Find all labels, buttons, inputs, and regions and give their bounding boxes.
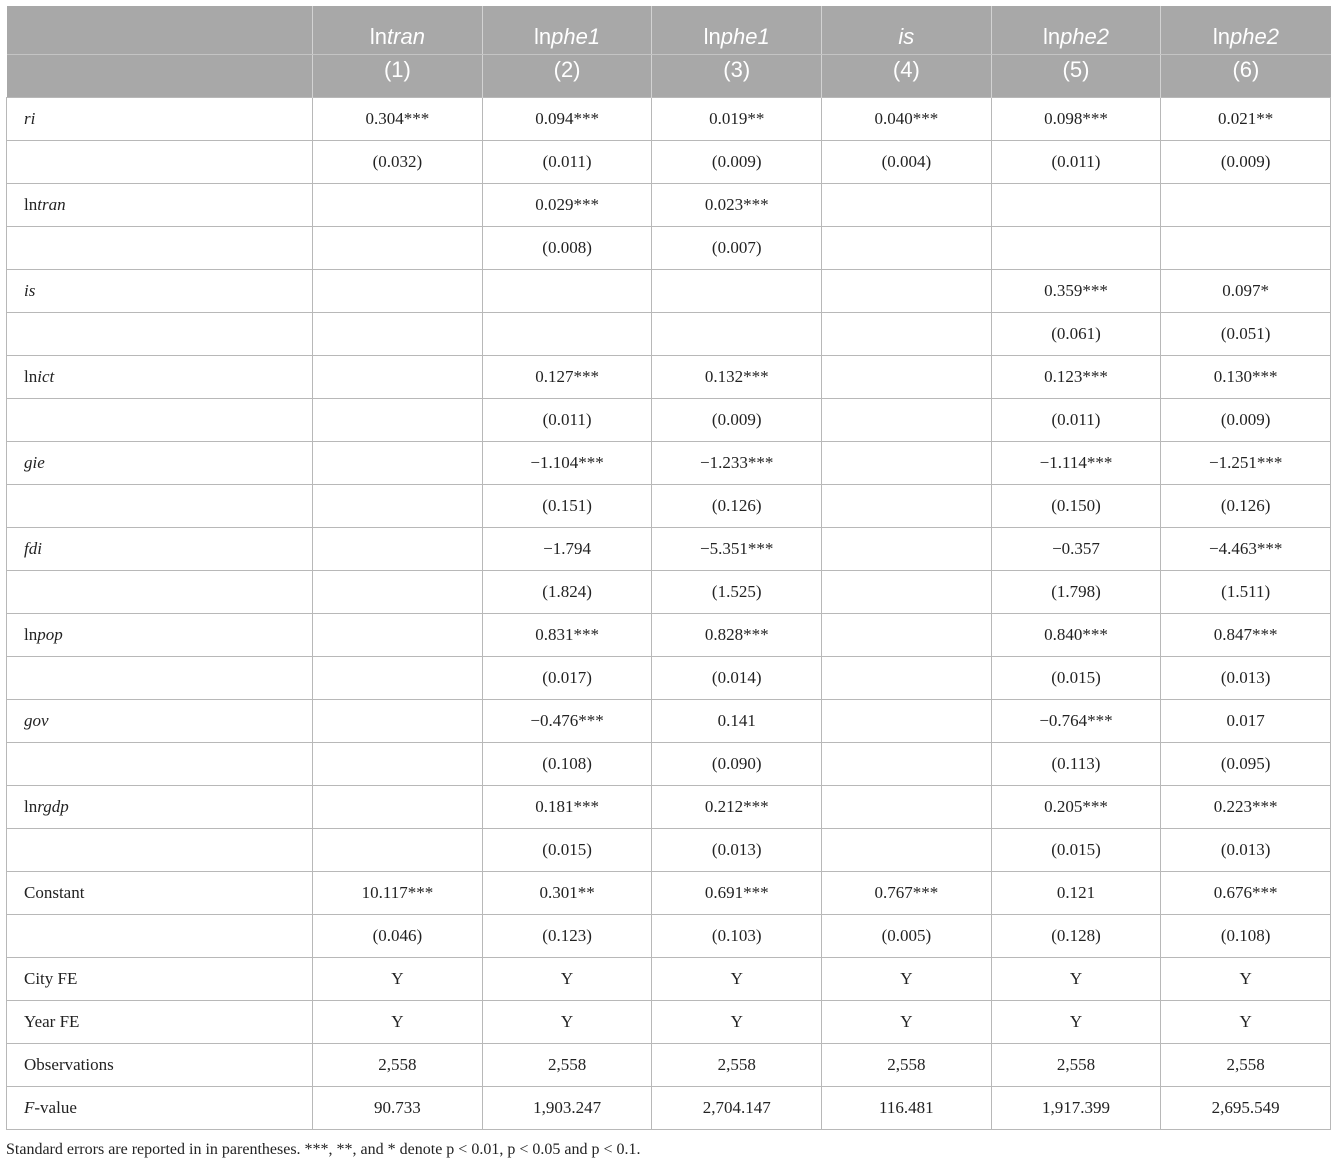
table-cell: 0.021**: [1161, 98, 1331, 141]
row-label: [7, 356, 313, 399]
table-cell: 2,558: [313, 1044, 483, 1087]
table-cell: [1161, 184, 1331, 227]
table-row: [7, 98, 1331, 141]
table-cell: Y: [822, 958, 992, 1001]
table-cell: [822, 485, 992, 528]
table-cell: [822, 743, 992, 786]
table-cell: 2,558: [652, 1044, 822, 1087]
table-cell: [482, 313, 652, 356]
table-cell: Y: [991, 1001, 1161, 1044]
table-cell: [313, 227, 483, 270]
table-cell: [313, 313, 483, 356]
table-cell: (0.108): [482, 743, 652, 786]
row-label: [7, 227, 313, 270]
header-model-number: (3): [652, 55, 822, 98]
header-variable-row: [7, 6, 1331, 55]
table-cell: 0.828***: [652, 614, 822, 657]
table-cell: (1.511): [1161, 571, 1331, 614]
row-label-variable: ri: [24, 109, 36, 128]
table-row: [7, 442, 1331, 485]
table-cell: (0.108): [1161, 915, 1331, 958]
table-cell: −1.233***: [652, 442, 822, 485]
table-cell: Y: [822, 1001, 992, 1044]
row-label-variable: fdi: [24, 539, 42, 558]
table-cell: −0.764***: [991, 700, 1161, 743]
table-row: [7, 958, 1331, 1001]
table-row: [7, 313, 1331, 356]
header-dependent-variable: [313, 6, 483, 55]
table-row: [7, 184, 1331, 227]
table-cell: (0.011): [482, 141, 652, 184]
table-footnote: Standard errors are reported in in parentheses. ***, **, and * denote p < 0.01, p < 0.05 and p < 0.1.: [6, 1141, 641, 1158]
row-label: [7, 184, 313, 227]
row-label: [7, 485, 313, 528]
table-cell: 1,917.399: [991, 1087, 1161, 1130]
row-label: [7, 442, 313, 485]
header-prefix: ln: [534, 24, 552, 49]
table-cell: (0.017): [482, 657, 652, 700]
table-cell: (0.013): [1161, 657, 1331, 700]
table-cell: (0.013): [1161, 829, 1331, 872]
table-cell: 0.017: [1161, 700, 1331, 743]
table-cell: [822, 571, 992, 614]
table-cell: (0.009): [652, 141, 822, 184]
table-cell: 0.121: [991, 872, 1161, 915]
table-cell: −0.357: [991, 528, 1161, 571]
row-label: [7, 313, 313, 356]
header-prefix: ln: [1042, 24, 1061, 49]
table-cell: [313, 399, 483, 442]
table-cell: [313, 700, 483, 743]
table-cell: [822, 227, 992, 270]
table-cell: (0.095): [1161, 743, 1331, 786]
row-label-prefix: ln: [24, 797, 38, 816]
table-cell: 0.301**: [482, 872, 652, 915]
table-cell: Y: [991, 958, 1161, 1001]
table-cell: 0.132***: [652, 356, 822, 399]
table-cell: (1.824): [482, 571, 652, 614]
row-label-suffix: -value: [34, 1098, 77, 1117]
table-cell: Y: [313, 958, 483, 1001]
table-cell: 90.733: [313, 1087, 483, 1130]
table-cell: 2,558: [822, 1044, 992, 1087]
row-label: [7, 98, 313, 141]
table-cell: [822, 657, 992, 700]
table-body: [7, 98, 1331, 1130]
table-cell: 0.676***: [1161, 872, 1331, 915]
table-cell: −1.104***: [482, 442, 652, 485]
table-cell: [822, 442, 992, 485]
table-row: [7, 571, 1331, 614]
table-cell: −4.463***: [1161, 528, 1331, 571]
row-label: [7, 786, 313, 829]
table-cell: 0.097*: [1161, 270, 1331, 313]
row-label-prefix: Observations: [24, 1055, 114, 1074]
table-cell: 116.481: [822, 1087, 992, 1130]
table-row: [7, 356, 1331, 399]
table-cell: (0.007): [652, 227, 822, 270]
table-cell: [313, 184, 483, 227]
table-row: [7, 485, 1331, 528]
table-row: [7, 1087, 1331, 1130]
table-cell: 2,558: [1161, 1044, 1331, 1087]
row-label: [7, 743, 313, 786]
table-cell: (1.798): [991, 571, 1161, 614]
regression-table-container: [6, 6, 1331, 1159]
table-cell: 0.029***: [482, 184, 652, 227]
table-row: [7, 1044, 1331, 1087]
table-cell: 0.205***: [991, 786, 1161, 829]
table-cell: [313, 356, 483, 399]
table-cell: (0.061): [991, 313, 1161, 356]
row-label: [7, 141, 313, 184]
table-cell: (0.014): [652, 657, 822, 700]
table-row: [7, 786, 1331, 829]
table-cell: [822, 829, 992, 872]
table-cell: 0.023***: [652, 184, 822, 227]
table-cell: (0.051): [1161, 313, 1331, 356]
row-label: [7, 915, 313, 958]
table-cell: 2,695.549: [1161, 1087, 1331, 1130]
table-row: [7, 1001, 1331, 1044]
table-cell: 0.123***: [991, 356, 1161, 399]
header-prefix: ln: [1212, 24, 1230, 49]
table-row: [7, 270, 1331, 313]
table-cell: [313, 786, 483, 829]
table-cell: [822, 399, 992, 442]
row-label: [7, 872, 313, 915]
header-variable-name: phe2: [1060, 24, 1110, 49]
header-dependent-variable: [991, 6, 1161, 55]
table-cell: Y: [1161, 1001, 1331, 1044]
table-cell: 0.040***: [822, 98, 992, 141]
table-cell: [822, 356, 992, 399]
table-cell: (0.090): [652, 743, 822, 786]
table-cell: (1.525): [652, 571, 822, 614]
table-cell: (0.009): [1161, 399, 1331, 442]
table-cell: 2,704.147: [652, 1087, 822, 1130]
header-dependent-variable: [822, 6, 992, 55]
header-model-number-row: [7, 55, 1331, 98]
table-cell: (0.015): [991, 829, 1161, 872]
table-cell: (0.128): [991, 915, 1161, 958]
table-row: [7, 399, 1331, 442]
header-model-number: (4): [822, 55, 992, 98]
table-cell: [313, 571, 483, 614]
table-cell: (0.151): [482, 485, 652, 528]
table-cell: Y: [482, 958, 652, 1001]
table-cell: [652, 270, 822, 313]
table-cell: 0.304***: [313, 98, 483, 141]
table-cell: 10.117***: [313, 872, 483, 915]
table-cell: (0.005): [822, 915, 992, 958]
header-variable-name: is: [898, 24, 915, 49]
row-label: [7, 614, 313, 657]
table-cell: (0.126): [652, 485, 822, 528]
table-cell: (0.004): [822, 141, 992, 184]
table-cell: [991, 184, 1161, 227]
header-model-number: (2): [482, 55, 652, 98]
table-cell: (0.011): [482, 399, 652, 442]
row-label-prefix: City FE: [24, 969, 78, 988]
table-cell: −1.794: [482, 528, 652, 571]
table-cell: 0.691***: [652, 872, 822, 915]
header-prefix: ln: [369, 24, 388, 49]
table-cell: 2,558: [991, 1044, 1161, 1087]
table-cell: [652, 313, 822, 356]
row-label: [7, 657, 313, 700]
table-cell: (0.126): [1161, 485, 1331, 528]
row-label: [7, 958, 313, 1001]
table-cell: −0.476***: [482, 700, 652, 743]
table-cell: [313, 485, 483, 528]
row-label: [7, 829, 313, 872]
row-label-variable: gov: [24, 711, 49, 730]
table-cell: [822, 313, 992, 356]
table-cell: 0.831***: [482, 614, 652, 657]
table-cell: (0.113): [991, 743, 1161, 786]
table-cell: [313, 528, 483, 571]
table-cell: 0.847***: [1161, 614, 1331, 657]
table-row: [7, 614, 1331, 657]
row-label-variable: rgdp: [37, 797, 69, 816]
table-cell: [313, 657, 483, 700]
table-cell: 0.094***: [482, 98, 652, 141]
table-cell: (0.103): [652, 915, 822, 958]
row-label-prefix: ln: [24, 367, 38, 386]
table-cell: Y: [1161, 958, 1331, 1001]
table-cell: (0.015): [482, 829, 652, 872]
table-row: [7, 700, 1331, 743]
table-cell: 0.767***: [822, 872, 992, 915]
table-cell: 0.840***: [991, 614, 1161, 657]
table-row: [7, 141, 1331, 184]
table-row: [7, 227, 1331, 270]
table-cell: 0.359***: [991, 270, 1161, 313]
table-cell: [822, 528, 992, 571]
table-cell: [822, 270, 992, 313]
row-label: [7, 571, 313, 614]
row-label: [7, 1001, 313, 1044]
table-cell: −1.114***: [991, 442, 1161, 485]
table-cell: 1,903.247: [482, 1087, 652, 1130]
row-label: [7, 1087, 313, 1130]
table-cell: (0.008): [482, 227, 652, 270]
table-cell: [822, 700, 992, 743]
table-cell: (0.011): [991, 141, 1161, 184]
table-cell: (0.013): [652, 829, 822, 872]
table-cell: 2,558: [482, 1044, 652, 1087]
table-cell: Y: [652, 1001, 822, 1044]
table-cell: [313, 442, 483, 485]
row-label: [7, 1044, 313, 1087]
table-cell: 0.127***: [482, 356, 652, 399]
row-label: [7, 528, 313, 571]
table-cell: [313, 829, 483, 872]
header-dependent-variable: [1161, 6, 1331, 55]
row-label: [7, 700, 313, 743]
table-cell: (0.123): [482, 915, 652, 958]
header-prefix: ln: [703, 24, 721, 49]
row-label-variable: F: [24, 1098, 35, 1117]
table-cell: [822, 184, 992, 227]
table-cell: 0.019**: [652, 98, 822, 141]
row-label: [7, 399, 313, 442]
table-cell: [822, 786, 992, 829]
table-cell: Y: [313, 1001, 483, 1044]
header-model-number: (6): [1161, 55, 1331, 98]
table-cell: (0.009): [652, 399, 822, 442]
table-cell: (0.009): [1161, 141, 1331, 184]
table-cell: (0.015): [991, 657, 1161, 700]
table-cell: (0.011): [991, 399, 1161, 442]
header-variable-name: phe2: [1229, 24, 1279, 49]
header-dependent-variable: [482, 6, 652, 55]
row-label-variable: gie: [24, 453, 45, 472]
table-row: [7, 872, 1331, 915]
row-label-prefix: ln: [24, 625, 38, 644]
table-cell: (0.032): [313, 141, 483, 184]
regression-table: [6, 6, 1331, 1130]
table-cell: [313, 743, 483, 786]
table-cell: 0.223***: [1161, 786, 1331, 829]
row-label-prefix: ln: [24, 195, 38, 214]
table-cell: −1.251***: [1161, 442, 1331, 485]
table-cell: 0.098***: [991, 98, 1161, 141]
table-row: [7, 528, 1331, 571]
header-model-number: (5): [991, 55, 1161, 98]
table-cell: Y: [652, 958, 822, 1001]
table-cell: −5.351***: [652, 528, 822, 571]
row-label-variable: ict: [37, 367, 55, 386]
table-row: [7, 829, 1331, 872]
table-cell: 0.141: [652, 700, 822, 743]
table-cell: [991, 227, 1161, 270]
row-label: [7, 270, 313, 313]
table-header: [7, 6, 1331, 98]
header-blank-cell: [7, 6, 313, 55]
table-cell: [313, 614, 483, 657]
header-variable-name: phe1: [720, 24, 770, 49]
header-variable-name: tran: [387, 24, 425, 49]
header-blank-cell: [7, 55, 313, 98]
table-row: [7, 657, 1331, 700]
table-cell: (0.046): [313, 915, 483, 958]
row-label-variable: tran: [37, 195, 66, 214]
row-label-variable: is: [24, 281, 36, 300]
row-label-prefix: Constant: [24, 883, 85, 902]
table-cell: [822, 614, 992, 657]
table-cell: [1161, 227, 1331, 270]
header-dependent-variable: [652, 6, 822, 55]
table-cell: 0.181***: [482, 786, 652, 829]
table-cell: (0.150): [991, 485, 1161, 528]
header-model-number: (1): [313, 55, 483, 98]
row-label-prefix: Year FE: [24, 1012, 80, 1031]
header-variable-name: phe1: [551, 24, 601, 49]
table-cell: [482, 270, 652, 313]
row-label-variable: pop: [37, 625, 63, 644]
table-row: [7, 915, 1331, 958]
table-cell: 0.130***: [1161, 356, 1331, 399]
table-row: [7, 743, 1331, 786]
table-cell: 0.212***: [652, 786, 822, 829]
table-cell: [313, 270, 483, 313]
table-cell: Y: [482, 1001, 652, 1044]
